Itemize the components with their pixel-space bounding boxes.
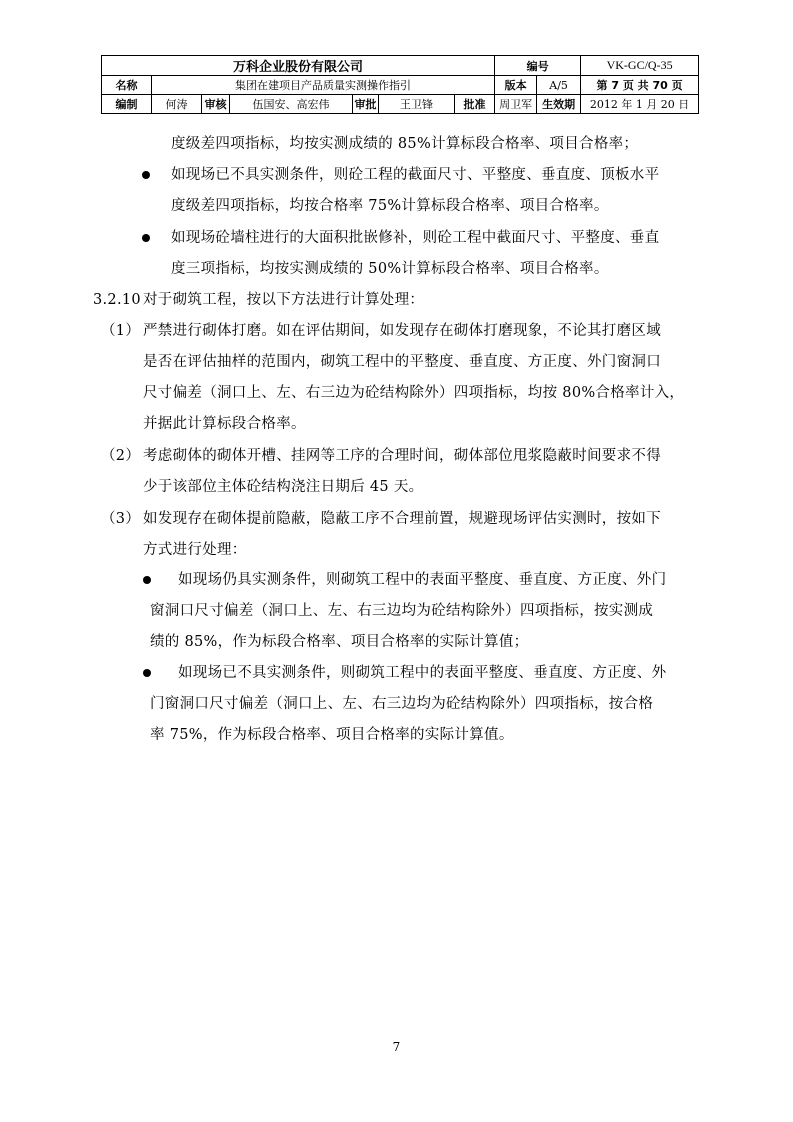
- item-number: （1）: [101, 323, 141, 339]
- approver-value: 周卫军: [495, 95, 537, 114]
- bullet-icon: [142, 234, 150, 242]
- item-number: （3）: [101, 511, 141, 527]
- text-line: 并据此计算标段合格率。: [143, 416, 306, 432]
- text-line: 如现场仍具实测条件，则砌筑工程中的表面平整度、垂直度、方正度、外门: [178, 572, 667, 588]
- examiner-label: 审批: [353, 95, 379, 114]
- text-line: 率 75%，作为标段合格率、项目合格率的实际计算值。: [150, 727, 514, 743]
- page-info: 第 7 页 共 70 页: [581, 76, 699, 95]
- company-name: 万科企业股份有限公司: [102, 56, 495, 76]
- text-line: 门窗洞口尺寸偏差（洞口上、左、右三边均为砼结构除外）四项指标，按合格: [150, 696, 654, 712]
- text-line: 考虑砌体的砌体开槽、挂网等工序的合理时间，砌体部位甩浆隐蔽时间要求不得: [143, 448, 661, 464]
- document-header-table: [101, 55, 699, 114]
- text-line: 少于该部位主体砼结构浇注日期后 45 天。: [143, 479, 424, 495]
- section-title: 对于砌筑工程，按以下方法进行计算处理：: [143, 292, 425, 308]
- name-label: 名称: [102, 76, 152, 95]
- text-line: 如发现存在砌体提前隐蔽，隐蔽工序不合理前置，规避现场评估实测时，按如下: [143, 511, 661, 527]
- author-value: 何涛: [152, 95, 202, 114]
- version-label: 版本: [495, 76, 537, 95]
- text-line: 如现场砼墙柱进行的大面积批嵌修补，则砼工程中截面尺寸、平整度、垂直: [171, 230, 660, 246]
- text-line: 方式进行处理：: [143, 542, 247, 558]
- author-label: 编制: [102, 95, 152, 114]
- bullet-icon: [143, 669, 151, 677]
- code-label: 编号: [495, 56, 581, 76]
- text-line: 度级差四项指标，均按实测成绩的 85%计算标段合格率、项目合格率；: [171, 136, 639, 152]
- text-line: 度三项指标，均按实测成绩的 50%计算标段合格率、项目合格率。: [171, 261, 609, 277]
- text-line: 严禁进行砌体打磨。如在评估期间，如发现存在砌体打磨现象，不论其打磨区域: [143, 323, 661, 339]
- code-value: VK-GC/Q-35: [581, 56, 699, 76]
- text-line: 窗洞口尺寸偏差（洞口上、左、右三边均为砼结构除外）四项指标，按实测成: [150, 603, 654, 619]
- text-line: 度级差四项指标，均按合格率 75%计算标段合格率、项目合格率。: [171, 198, 609, 214]
- name-value: 集团在建项目产品质量实测操作指引: [152, 76, 495, 95]
- reviewer-value: 伍国安、高宏伟: [230, 95, 353, 114]
- text-line: 尺寸偏差（洞口上、左、右三边为砼结构除外）四项指标，均按 80%合格率计入，: [143, 385, 685, 401]
- effective-label: 生效期: [537, 95, 581, 114]
- text-line: 绩的 85%，作为标段合格率、项目合格率的实际计算值；: [150, 634, 529, 650]
- section-number: 3.2.10: [93, 292, 141, 308]
- bullet-icon: [143, 576, 151, 584]
- page-number: 7: [392, 1040, 401, 1054]
- item-number: （2）: [101, 448, 141, 464]
- approver-label: 批准: [455, 95, 495, 114]
- reviewer-label: 审核: [202, 95, 230, 114]
- effective-value: 2012 年 1 月 20 日: [581, 95, 699, 114]
- text-line: 如现场已不具实测条件，则砌筑工程中的表面平整度、垂直度、方正度、外: [178, 665, 667, 681]
- version-value: A/5: [537, 76, 581, 95]
- text-line: 是否在评估抽样的范围内，砌筑工程中的平整度、垂直度、方正度、外门窗洞口: [143, 354, 661, 370]
- text-line: 如现场已不具实测条件，则砼工程的截面尺寸、平整度、垂直度、顶板水平: [171, 167, 660, 183]
- bullet-icon: [142, 171, 150, 179]
- examiner-value: 王卫锋: [379, 95, 455, 114]
